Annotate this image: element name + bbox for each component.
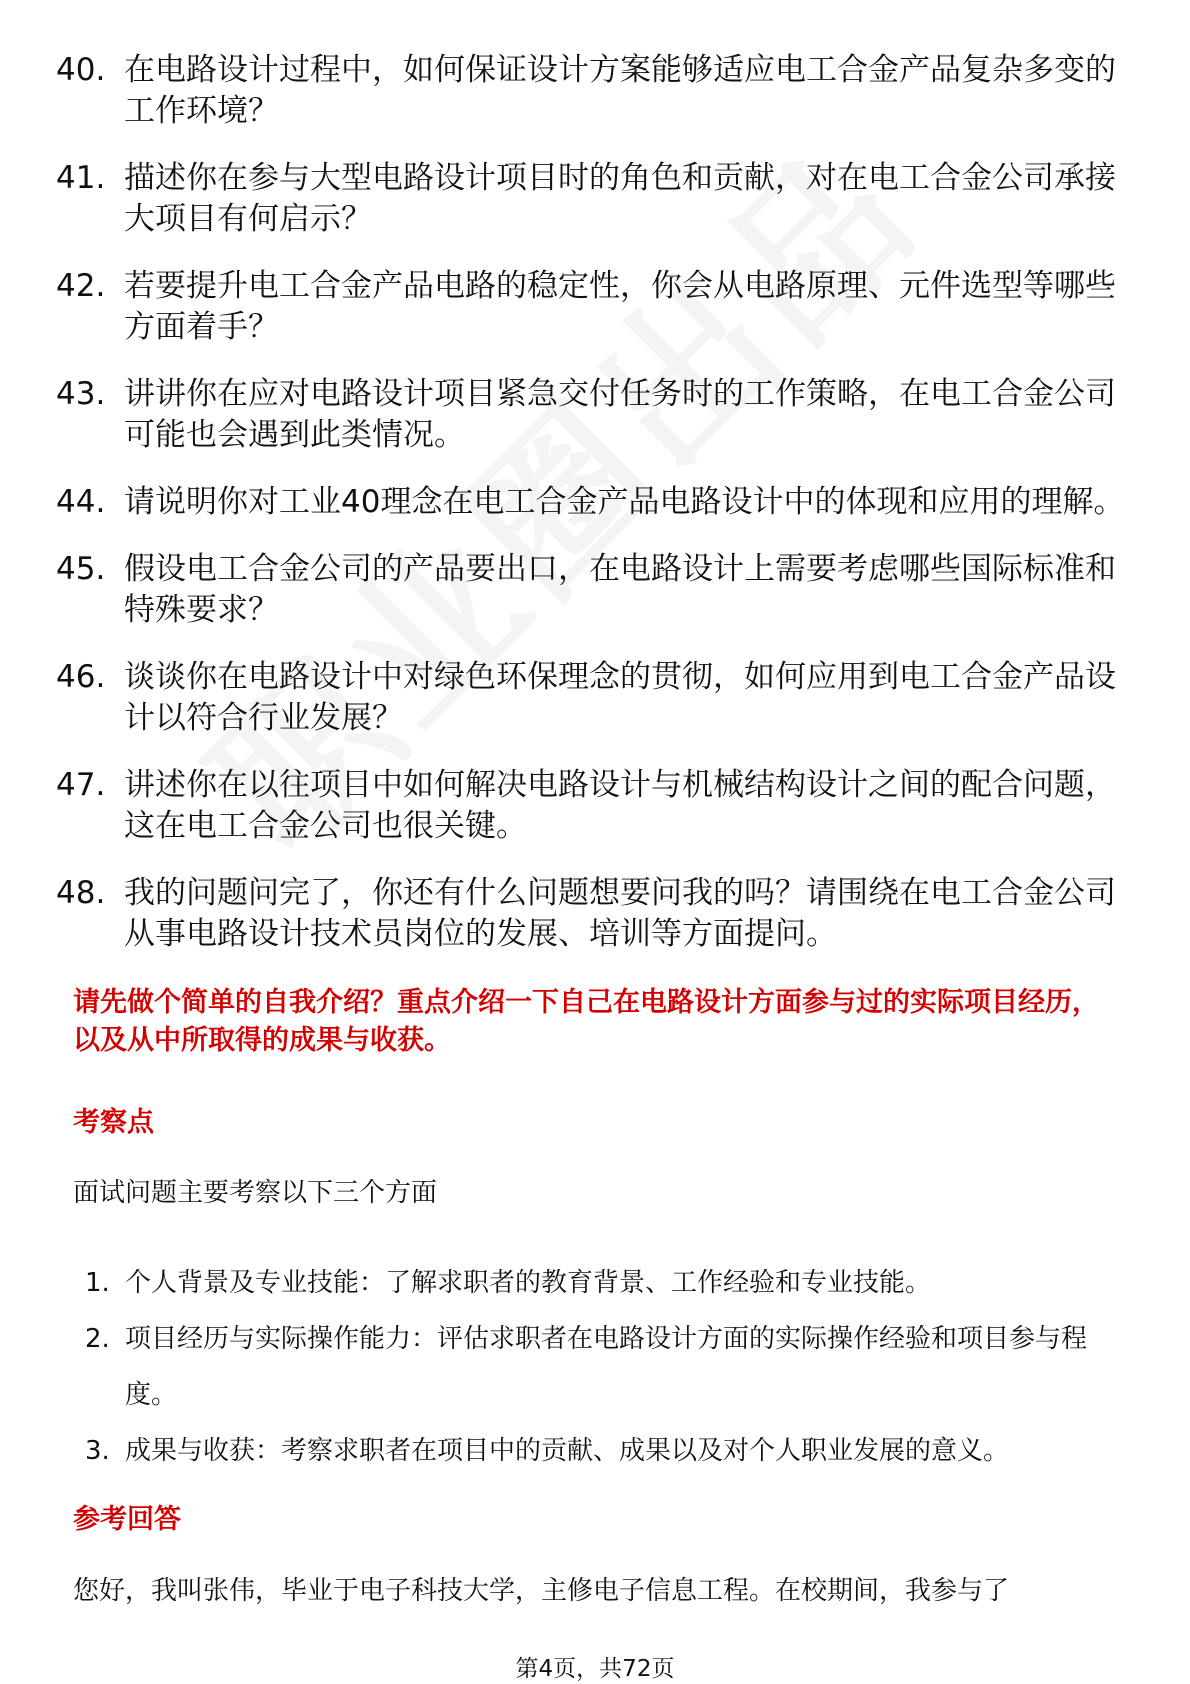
- intro-question: 请先做个简单的自我介绍？重点介绍一下自己在电路设计方面参与过的实际项目经历，以及从中所取得的成果与收获。: [73, 987, 1099, 1056]
- question-number: 43.: [56, 376, 106, 412]
- question-text: 谈谈你在电路设计中对绿色环保理念的贯彻，如何应用到电工合金产品设计以符合行业发展？: [124, 659, 1116, 736]
- question-item: [56, 873, 1136, 955]
- question-item: [56, 374, 1136, 456]
- question-text: 讲讲你在应对电路设计项目紧急交付任务时的工作策略，在电工合金公司可能也会遇到此类情况。: [124, 376, 1116, 453]
- point-text: 项目经历与实际操作能力：评估求职者在电路设计方面的实际操作经验和项目参与程度。: [125, 1324, 1088, 1410]
- question-item: [56, 158, 1136, 240]
- point-text: 个人背景及专业技能：了解求职者的教育背景、工作经验和专业技能。: [125, 1268, 932, 1298]
- question-item: [56, 50, 1136, 132]
- point-text: 成果与收获：考察求职者在项目中的贡献、成果以及对个人职业发展的意义。: [125, 1436, 1010, 1466]
- reference-text: 您好，我叫张伟，毕业于电子科技大学，主修电子信息工程。在校期间，我参与了: [73, 1576, 1010, 1606]
- question-text: 在电路设计过程中，如何保证设计方案能够适应电工合金产品复杂多变的工作环境？: [124, 52, 1116, 129]
- question-text: 描述你在参与大型电路设计项目时的角色和贡献，对在电工合金公司承接大项目有何启示？: [124, 160, 1116, 237]
- question-number: 45.: [56, 551, 106, 587]
- question-text: 假设电工合金公司的产品要出口，在电路设计上需要考虑哪些国际标准和特殊要求？: [124, 551, 1116, 628]
- assessment-point: [85, 1311, 1135, 1423]
- question-number: 40.: [56, 52, 106, 88]
- question-list: [56, 50, 1136, 981]
- point-number: 3.: [85, 1436, 110, 1466]
- assessment-title: 考察点: [73, 1107, 154, 1138]
- point-number: 1.: [85, 1268, 110, 1298]
- assessment-points: [85, 1255, 1135, 1479]
- reference-title: 参考回答: [73, 1504, 181, 1535]
- question-number: 42.: [56, 268, 106, 304]
- assessment-point: [85, 1255, 1135, 1311]
- question-item: [56, 482, 1136, 523]
- question-number: 41.: [56, 160, 106, 196]
- question-text: 我的问题问完了，你还有什么问题想要问我的吗？请围绕在电工合金公司从事电路设计技术员岗位的发展、培训等方面提问。: [124, 875, 1116, 952]
- page-footer: 第4页，共72页: [515, 1656, 675, 1682]
- question-number: 48.: [56, 875, 106, 911]
- question-item: [56, 657, 1136, 739]
- question-text: 请说明你对工业40理念在电工合金产品电路设计中的体现和应用的理解。: [124, 484, 1125, 520]
- question-text: 若要提升电工合金产品电路的稳定性，你会从电路原理、元件选型等哪些方面着手？: [124, 268, 1116, 345]
- question-item: [56, 765, 1136, 847]
- point-number: 2.: [85, 1324, 110, 1354]
- assessment-lead: 面试问题主要考察以下三个方面: [73, 1178, 438, 1208]
- question-number: 44.: [56, 484, 106, 520]
- question-number: 47.: [56, 767, 106, 803]
- question-text: 讲述你在以往项目中如何解决电路设计与机械结构设计之间的配合问题，这在电工合金公司也很关键。: [124, 767, 1116, 844]
- question-item: [56, 266, 1136, 348]
- question-number: 46.: [56, 659, 106, 695]
- assessment-point: [85, 1423, 1135, 1479]
- question-item: [56, 549, 1136, 631]
